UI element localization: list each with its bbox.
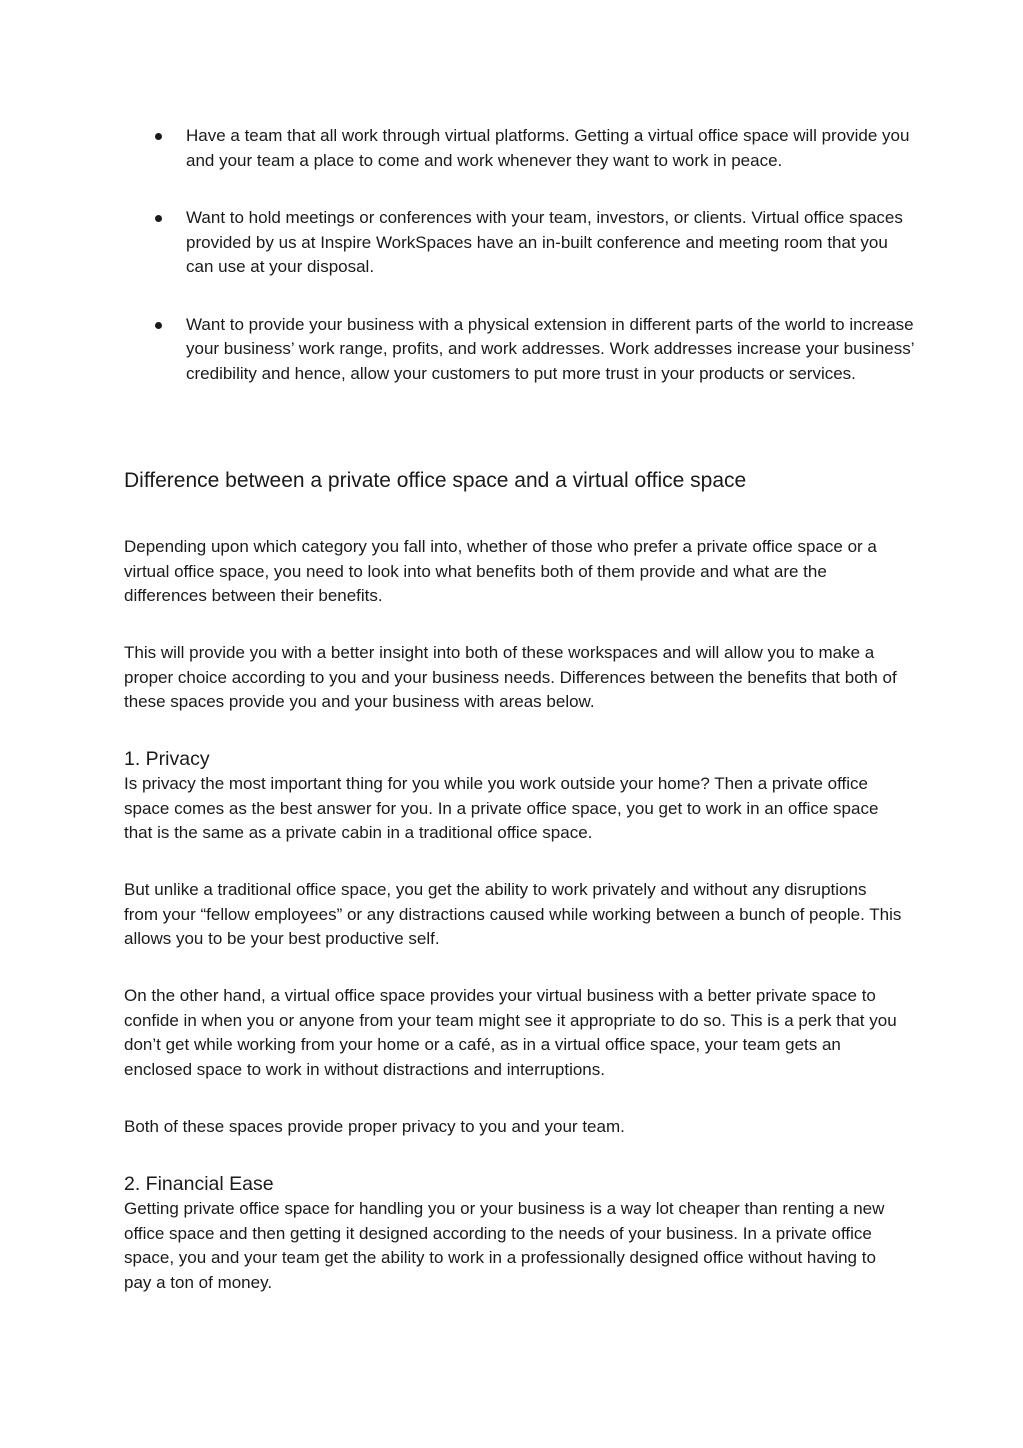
bullet-list — [124, 124, 914, 386]
privacy-paragraph: But unlike a traditional office space, you get the ability to work privately and without any disruptions from your “fellow employees” or any distractions caused while working between a bunch of people. This allows you to be your best productive self. — [124, 880, 902, 948]
privacy-paragraph: On the other hand, a virtual office space provides your virtual business with a better private space to confide in when you or anyone from your team might see it appropriate to do so. This is a perk that you don’t get while working from your home or a café, as in a virtual office space, your team gets an enclosed space to work in without distractions and interruptions. — [124, 986, 897, 1079]
privacy-paragraph: Both of these spaces provide proper privacy to you and your team. — [124, 1117, 625, 1136]
intro-paragraph: This will provide you with a better insight into both of these workspaces and will allow you to make a proper choice according to you and your business needs. Differences between the benefits that both of these spaces provide you and your business with areas below. — [124, 643, 897, 711]
bullet-text: Want to provide your business with a physical extension in different parts of the world to increase your business’ work range, profits, and work addresses. Work addresses increase your business’ credibility and hence, allow your customers to put more trust in your products or services. — [186, 314, 914, 383]
bullet-item — [124, 206, 914, 280]
bullet-item — [124, 313, 914, 387]
bullet-icon — [155, 322, 162, 329]
intro-paragraph-2 — [124, 641, 902, 715]
bullet-item — [124, 124, 914, 173]
privacy-paragraph: Is privacy the most important thing for you while you work outside your home? Then a private office space comes as the best answer for you. In a private office space, you get to work in an office space that is the same as a private cabin in a traditional office space. — [124, 774, 879, 842]
privacy-section — [124, 746, 902, 846]
section-heading: Difference between a private office space and a virtual office space — [124, 469, 747, 492]
bullet-text: Want to hold meetings or conferences with your team, investors, or clients. Virtual office spaces provided by us at Inspire WorkSpaces have an in-built conference and meeting room that you can use at your disposal. — [186, 208, 903, 276]
bullet-icon — [155, 215, 162, 222]
financial-section — [124, 1171, 902, 1295]
privacy-paragraph-2 — [124, 878, 902, 952]
bullet-icon — [155, 133, 162, 140]
intro-paragraph-1 — [124, 535, 902, 609]
section-heading-block — [124, 467, 902, 495]
bullet-text: Have a team that all work through virtual platforms. Getting a virtual office space will provide you and your team a place to come and work whenever they want to work in peace. — [186, 126, 910, 170]
intro-paragraph: Depending upon which category you fall into, whether of those who prefer a private office space or a virtual office space, you need to look into what benefits both of them provide and what are the differences between their benefits. — [124, 537, 877, 605]
privacy-paragraph-4 — [124, 1115, 902, 1140]
financial-paragraph: Getting private office space for handling you or your business is a way lot cheaper than renting a new office space and then getting it designed according to the needs of your business. In a private office space, you and your team get the ability to work in a professionally designed office without having to pay a ton of money. — [124, 1199, 885, 1292]
privacy-paragraph-3 — [124, 984, 902, 1082]
privacy-heading: 1. Privacy — [124, 748, 210, 770]
financial-heading: 2. Financial Ease — [124, 1173, 274, 1195]
